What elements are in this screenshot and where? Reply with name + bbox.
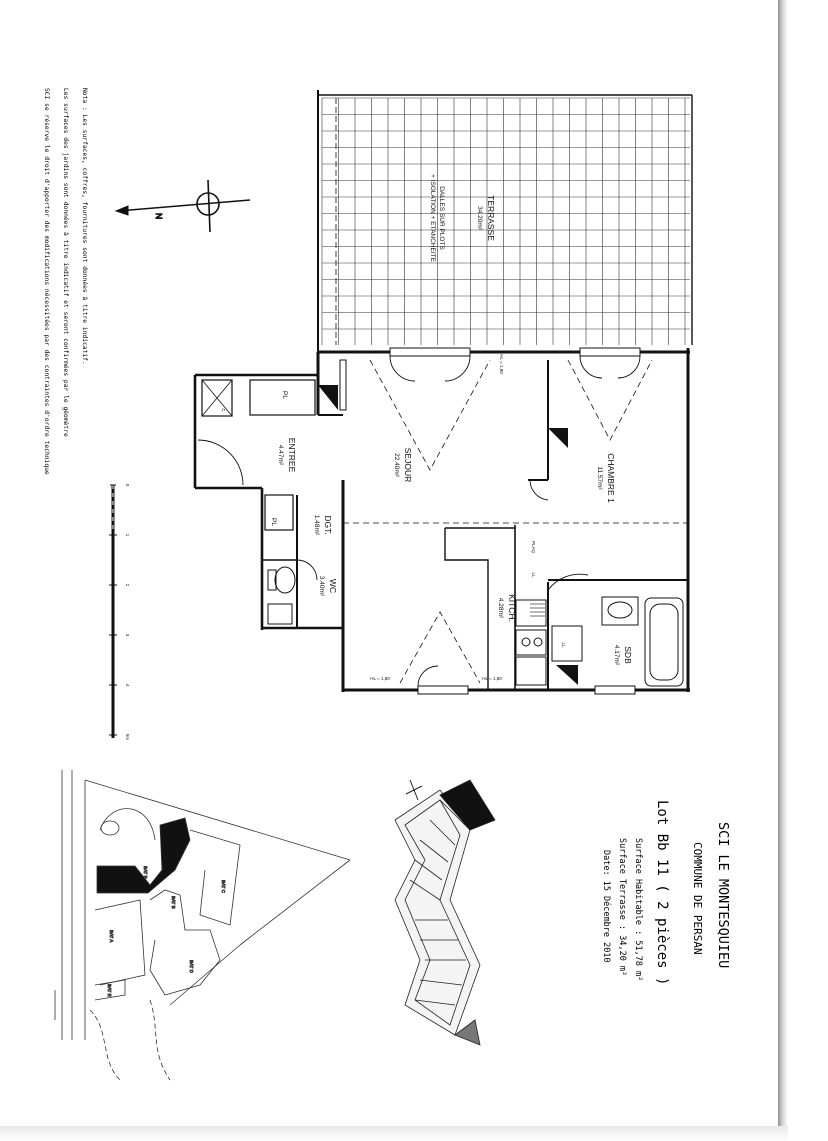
site-plan — [55, 770, 350, 1080]
apartment-walls — [195, 348, 690, 692]
door-swings — [198, 356, 640, 686]
terrace-note-slabs: DALLES SUR PLOTS — [438, 186, 445, 250]
title-block — [601, 800, 731, 985]
chambre-area: 11.57m² — [596, 466, 603, 490]
scale-bar — [109, 484, 130, 741]
commune-name: COMMUNE DE PERSAN — [691, 842, 704, 955]
compass-north-letter: N — [154, 212, 164, 220]
terrace-label: TERRASSE — [486, 195, 496, 241]
site-bat-c: BAT C — [221, 880, 226, 893]
lot-name: Lot Bb 11 ( 2 pièces ) — [654, 800, 670, 986]
surface-habitable: Surface Habitable : 51,78 m² — [633, 838, 643, 982]
pl-closet-label-2: PL — [270, 518, 277, 526]
terrace-note-insulation: + ISOLATION + ETANCHEITE — [429, 174, 436, 262]
site-bat-d: BAT D — [189, 960, 194, 973]
sdb-label: SDB — [623, 646, 633, 664]
dgt-label: DGT. — [323, 515, 333, 535]
note-line-1: Nota : Les surfaces, coffres, fournitures sont données à titre indicatif. — [81, 88, 88, 365]
hl-label-3: HL = 1,80 — [482, 676, 502, 681]
site-bat-a: BAT A — [109, 930, 114, 943]
terrace-area — [318, 90, 692, 352]
entree-label: ENTREE — [287, 437, 297, 473]
c-label: C — [221, 408, 226, 412]
dgt-area: 1.48m² — [313, 514, 320, 536]
kitch-label: KITCH. — [507, 594, 517, 622]
site-bat-e: BAT E — [107, 984, 112, 997]
scale-label-0: 0 — [125, 483, 130, 487]
sejour-label: SEJOUR — [403, 447, 413, 483]
room-labels — [277, 438, 633, 666]
surface-terrasse: Surface Terrasse : 34,20 m² — [617, 838, 627, 977]
sejour-area: 22.40m² — [393, 453, 400, 477]
notes-block — [43, 88, 89, 475]
chambre-label: CHAMBRE 1 — [606, 453, 616, 503]
wc-area: 3.40m² — [318, 575, 325, 597]
note-line-3: SCI se réserve le droit d'apporter des modifications nécessitées par des contraintes d'ordre technique — [43, 88, 50, 475]
hl-label-1: HL = 1,80 — [499, 354, 504, 374]
company-name: SCI LE MONTESQUIEU — [715, 822, 731, 969]
terrace-tiling-grid — [322, 98, 690, 345]
pl-closet-label-1: PL — [281, 391, 288, 399]
ll-label-2: LL — [561, 642, 566, 648]
kitch-area: 4.28m² — [497, 597, 504, 619]
scale-label-1: 1 — [125, 533, 130, 537]
sdb-area: 4.17m² — [613, 644, 620, 666]
scale-label-5: 5m — [125, 733, 130, 741]
scale-label-3: 3 — [125, 633, 130, 637]
scale-label-2: 2 — [125, 583, 130, 587]
north-compass — [116, 180, 250, 232]
ll-label-1: LL — [531, 572, 536, 578]
terrace-area-value: 34.20m² — [476, 206, 483, 230]
note-line-2: Les surfaces des jardins sont données à titre indicatif et seront confirmées par le géomètre — [62, 88, 69, 437]
building-key-plan — [395, 780, 495, 1045]
ventilation-ducts — [318, 385, 578, 685]
plan-date: Date: 15 Décembre 2010 — [601, 850, 611, 963]
site-bat-b-2: BAT B — [171, 896, 176, 909]
wc-label: WC — [328, 578, 338, 594]
scale-label-4: 4 — [125, 683, 130, 687]
windows — [340, 348, 640, 694]
kitchen-hob — [530, 600, 545, 616]
hl-label-2: HL = 1,80 — [370, 676, 390, 681]
site-bat-b: BAT B — [143, 866, 148, 879]
entree-area: 4.47m² — [277, 444, 284, 466]
plaq-label: PLAQ — [531, 540, 536, 554]
